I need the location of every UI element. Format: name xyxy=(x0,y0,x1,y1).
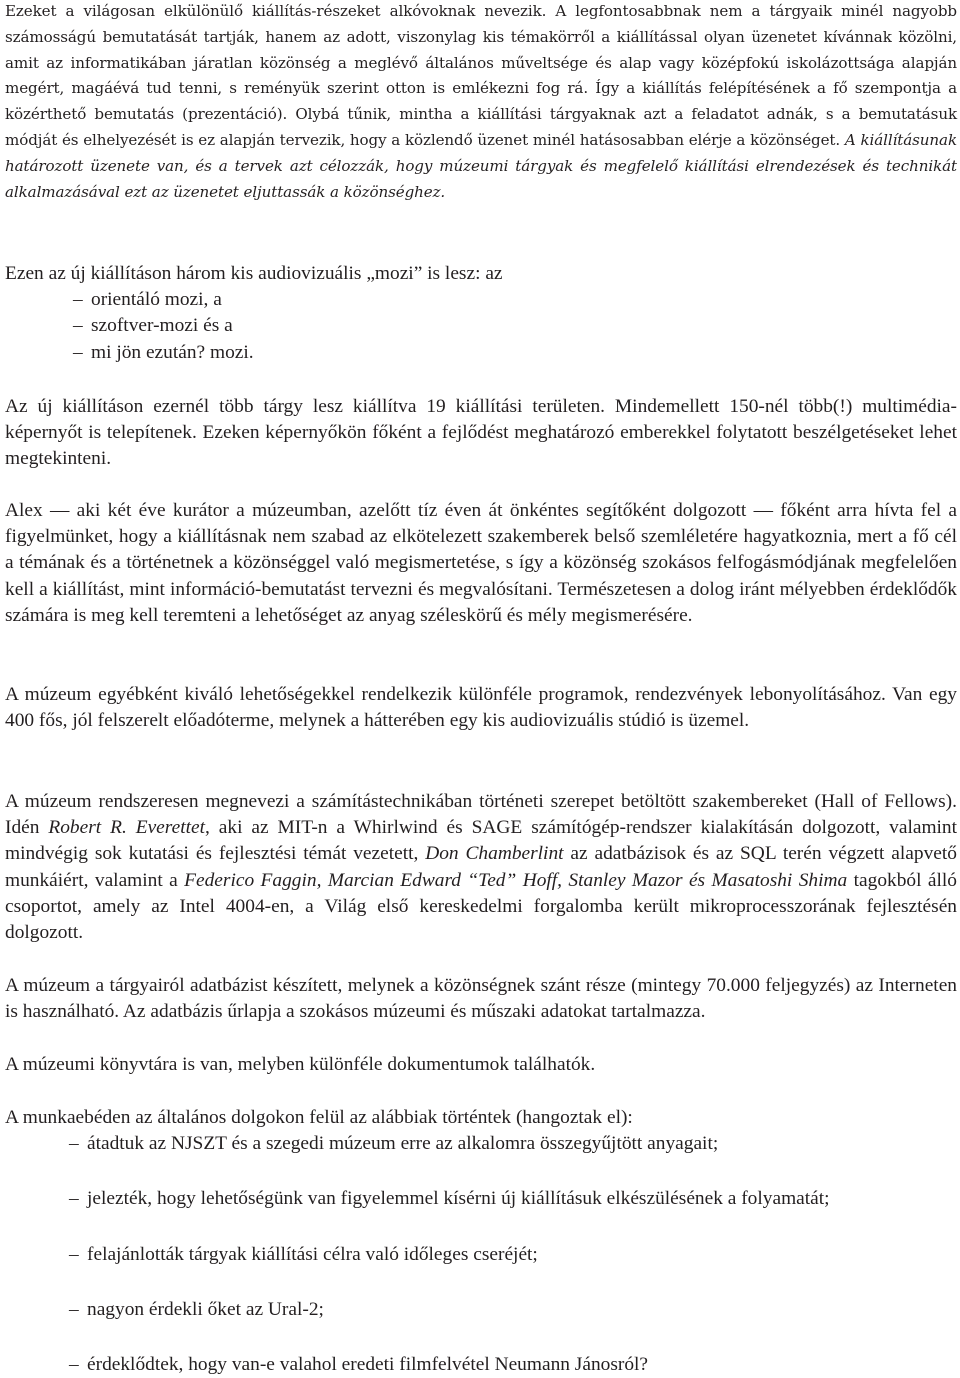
list-dash: – xyxy=(69,1188,79,1210)
list-item xyxy=(5,287,957,313)
list-dash: – xyxy=(73,289,83,311)
list-item xyxy=(5,1352,957,1378)
fellows-text-a: A múzeum rendszeresen megnevezi a számítástechnikában történeti szerepet betöltött szakembereket (Hall of Fellows). Idén xyxy=(5,791,957,839)
list-item-text: nagyon érdekli őket az Ural-2; xyxy=(87,1298,324,1320)
fellow-name-chamberlin: Don Chamberlint xyxy=(425,843,564,865)
exhibits-paragraph: Az új kiállításon ezernél több tárgy lesz kiállítva 19 kiállítási területen. Mindemellett 150-nél több(!) multimédia-képernyőt is telepítenek. Ezeken képernyőkön főként a fejlődést meghatározó emberekkel folytatott beszélgetéseket lehet megtekinteni. xyxy=(5,396,957,470)
list-item xyxy=(5,1186,957,1212)
list-item-text: átadtuk az NJSZT és a szegedi múzeum erre az alkalomra összegyűjtött anyagait; xyxy=(87,1133,719,1155)
list-dash: – xyxy=(69,1243,79,1265)
library-paragraph: A múzeumi könyvtára is van, melyben különféle dokumentumok találhatók. xyxy=(5,1054,596,1075)
cinema-lead: Ezen az új kiállításon három kis audiovizuális „mozi” is lesz: az xyxy=(5,263,503,284)
list-dash: – xyxy=(73,341,83,363)
fellows-text-c: az adatbázisok és az SQL terén végzett alapvető munkáiért, valamint a xyxy=(5,843,957,891)
fellows-text-b: , aki az MIT-n a Whirlwind és SAGE számítógép-rendszer kialakításán dolgozott, valamint mindvégig sok kutatási és fejlesztési témát vezetett, xyxy=(5,817,957,865)
list-item xyxy=(5,1242,957,1268)
list-dash: – xyxy=(73,315,83,337)
intro-paragraph xyxy=(5,0,957,205)
database-paragraph: A múzeum a tárgyairól adatbázist készített, melynek a közönségnek szánt része (mintegy 70.000 feljegyzés) az Interneten is használható. Az adatbázis űrlapja a szokásos múzeumi és műszaki adatokat tartalmazza. xyxy=(5,975,957,1023)
list-dash: – xyxy=(69,1133,79,1155)
fellow-name-everett: Robert R. Everettet xyxy=(48,817,205,839)
list-item-text: érdeklődtek, hogy van-e valahol eredeti filmfelvétel Neumann Jánosról? xyxy=(87,1354,649,1376)
list-item xyxy=(5,340,957,366)
intro-text: Ezeket a világosan elkülönülő kiállítás-részeket alkóvoknak nevezik. A legfontosabbnak nem a tárgyaik minél nagyobb számosságú bemutatását tartják, hanem az adott, viszonylag kis témakörről a kiállítással olyan üzenetet kívánnak közölni, amit az informatikában járatlan közönség a meglévő általános műveltsége és alap vagy középfokú iskolázottsága alapján megért, magáévá tud tenni, s reményük szerint otton is emlékezni fog rá. Így a kiállítás felépítésének a fő szempontja a közérthető bemutatás (prezentáció). Olybá tűnik, mintha a kiállítási tárgyaknak azt a feladatot adnák, s a bemutatásuk módját és elhelyezését is ez alapján tervezik, hogy a közlendő üzenet minél hatásosabban elérje a közönséget. xyxy=(5,2,957,149)
list-item-text: felajánlották tárgyak kiállítási célra való időleges cseréjét; xyxy=(87,1243,538,1265)
intro-italic-text: A kiállításunak határozott üzenete van, és a tervek azt célozzák, hogy múzeumi tárgyak és megfelelő kiállítási elrendezések és technikát alkalmazásával ezt az üzenetet eljuttassák a közönséghez. xyxy=(5,130,957,201)
cinema-list xyxy=(5,287,957,366)
fellow-names-intel: Federico Faggin, Marcian Edward “Ted” Hoff, Stanley Mazor és Masatoshi Shima xyxy=(184,869,848,891)
list-dash: – xyxy=(69,1298,79,1320)
fellows-text-d: tagokból álló csoportot, amely az Intel 4004-en, a Világ első kereskedelmi forgalomba került mikroprocesszorának fejlesztésén dolgozott. xyxy=(5,869,957,944)
fellows-paragraph xyxy=(5,789,957,946)
programs-paragraph: A múzeum egyébként kiváló lehetőségekkel rendelkezik különféle programok, rendezvények lebonyolításához. Van egy 400 fős, jól felszerelt előadóterme, melynek a hátterében egy kis audiovizuális stúdió is üzemel. xyxy=(5,684,957,732)
list-item xyxy=(5,1297,957,1323)
lunch-section xyxy=(5,1105,957,1378)
list-item xyxy=(5,313,957,339)
alex-paragraph: Alex — aki két éve kurátor a múzeumban, azelőtt tíz éven át önkéntes segítőként dolgozott — főként arra hívta fel a figyelmünket, hogy a kiállításnak nem szabad az elkötelezett szakemberek belső szemléletére hagyatkoznia, mert a fő cél a témának és a történetnek a közönséggel való megismertetése, s így a közönség szokásos felfogásmódjának megfelelően kell a kiállítást, mint információ-bemutatást tervezni és megvalósítani. Természetesen a dolog iránt mélyebben érdeklődők számára is meg kell teremteni a lehetőséget az anyag széleskörű és mély megismerésére. xyxy=(5,500,957,626)
list-item-text: szoftver-mozi és a xyxy=(91,315,233,337)
list-dash: – xyxy=(69,1354,79,1376)
list-item-text: jelezték, hogy lehetőségünk van figyelemmel kísérni új kiállításuk elkészülésének a folyamatát; xyxy=(87,1188,830,1210)
cinema-section xyxy=(5,261,957,366)
list-item-text: orientáló mozi, a xyxy=(91,289,222,311)
lunch-lead: A munkaebéden az általános dolgokon felül az alábbiak történtek (hangoztak el): xyxy=(5,1107,633,1128)
lunch-list xyxy=(5,1131,957,1378)
list-item xyxy=(5,1131,957,1157)
list-item-text: mi jön ezután? mozi. xyxy=(91,341,254,363)
